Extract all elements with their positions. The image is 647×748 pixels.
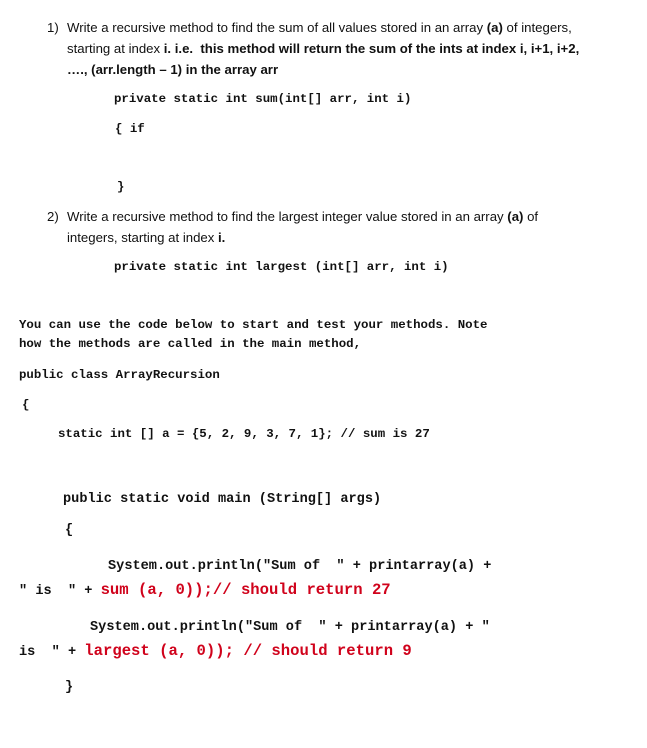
q1-code-if: { if xyxy=(115,122,145,136)
q1-text: Write a recursive method to find the sum of all values stored in an array xyxy=(67,20,487,35)
q2-array-ref: (a) xyxy=(507,209,524,224)
println-sum-line2 xyxy=(19,581,391,599)
sum-call-highlight: sum (a, 0));// should return 27 xyxy=(100,581,391,599)
q2-index-ref: i. xyxy=(218,230,226,245)
q2-text-line2 xyxy=(67,229,225,247)
q2-text: integers, starting at index xyxy=(67,230,219,245)
q2-text: Write a recursive method to find the largest integer value stored in an array xyxy=(67,209,508,224)
println-largest-concat: is " + xyxy=(19,645,85,660)
q1-text-line3 xyxy=(67,61,278,79)
q1-text-end: of integers, xyxy=(502,20,572,35)
q2-signature: private static int largest (int[] arr, int i) xyxy=(114,260,449,274)
println-largest-line2 xyxy=(19,642,412,660)
q1-array-ref: (a) xyxy=(486,20,503,35)
q1-text-line2 xyxy=(67,40,579,58)
array-declaration: static int [] a = {5, 2, 9, 3, 7, 1}; // sum is 27 xyxy=(58,427,430,441)
main-close-brace: } xyxy=(65,680,74,695)
q1-bold-text: i. i.e. this method will return the sum of the ints at index i, i+1, i+2, xyxy=(163,41,580,56)
main-open-brace: { xyxy=(65,523,74,538)
largest-call-highlight: largest (a, 0)); // should return 9 xyxy=(84,642,412,660)
intro-line1: You can use the code below to start and test your methods. Note xyxy=(19,318,488,332)
q2-text-end: of xyxy=(523,209,539,224)
q1-signature: private static int sum(int[] arr, int i) xyxy=(114,92,412,106)
q1-text-line1 xyxy=(67,19,572,37)
q2-text-line1 xyxy=(67,208,538,226)
println-sum-concat: " is " + xyxy=(19,584,101,599)
println-sum-line1: System.out.println("Sum of " + printarray(a) + xyxy=(108,559,492,574)
class-open-brace: { xyxy=(22,398,30,412)
class-declaration: public class ArrayRecursion xyxy=(19,368,220,382)
q1-code-close: } xyxy=(117,180,125,194)
q1-number: 1) xyxy=(47,20,59,35)
main-declaration: public static void main (String[] args) xyxy=(63,492,382,507)
intro-line2: how the methods are called in the main method, xyxy=(19,337,362,351)
q1-text: starting at index xyxy=(67,41,164,56)
q2-number: 2) xyxy=(47,209,59,224)
println-largest-line1: System.out.println("Sum of " + printarray(a) + " xyxy=(90,620,490,635)
q1-bold-text: …., (arr.length – 1) in the array arr xyxy=(67,62,279,77)
